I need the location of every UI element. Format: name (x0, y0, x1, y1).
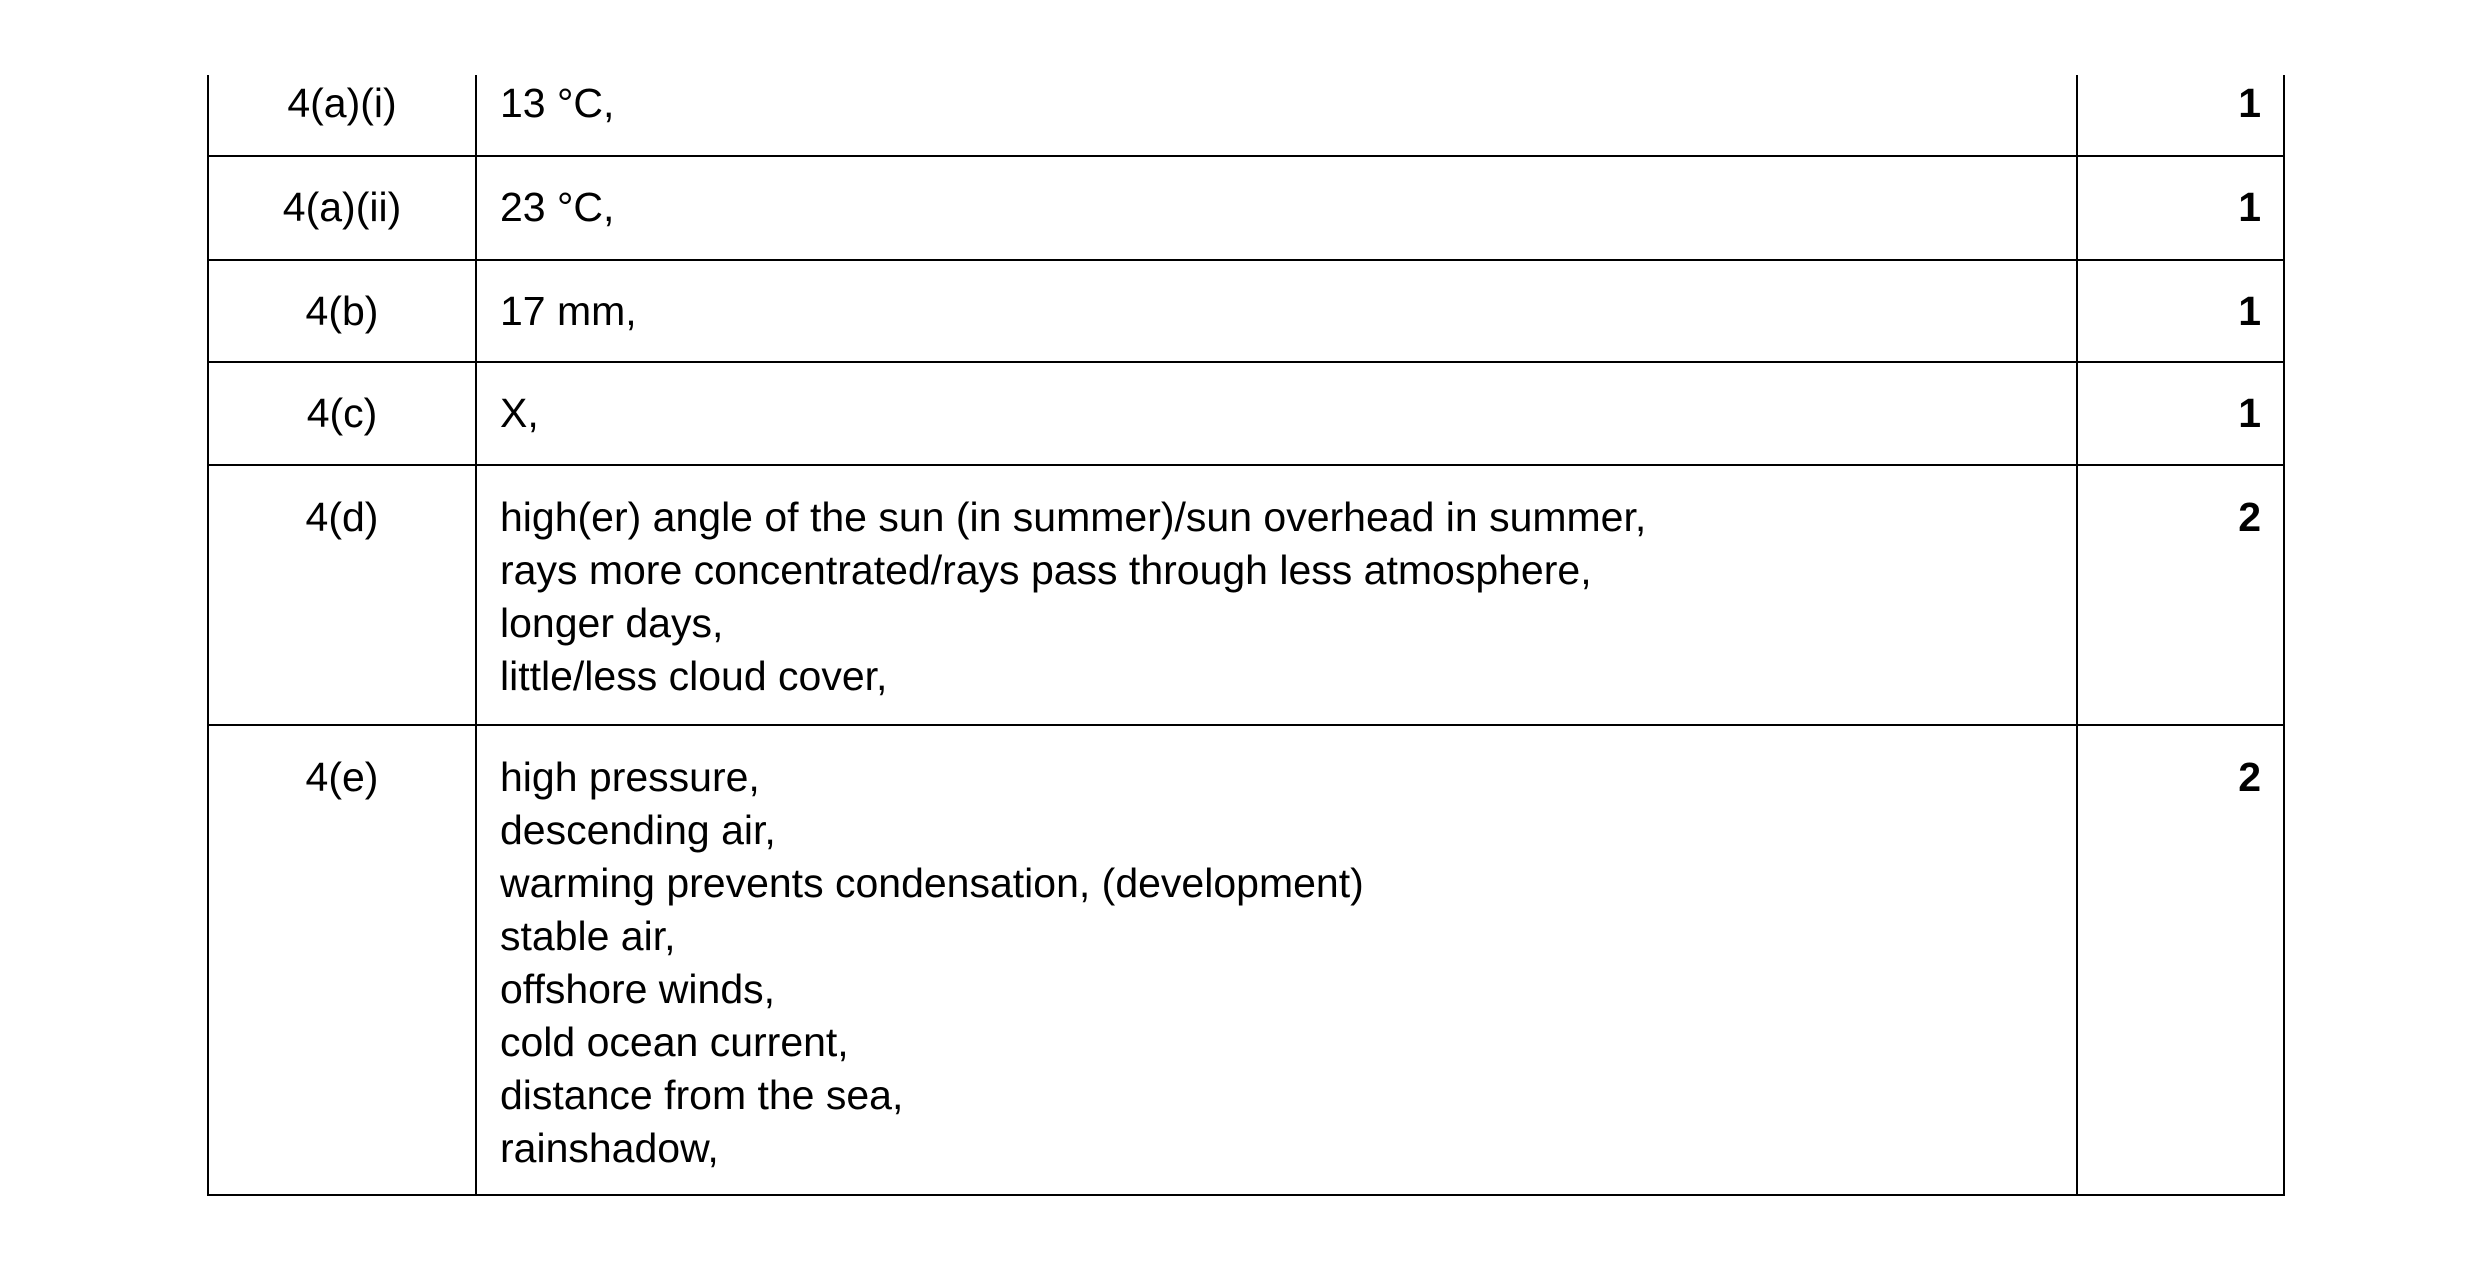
answer-line: rays more concentrated/rays pass through less atmosphere, (500, 547, 1592, 593)
question-number: 4(d) (208, 465, 476, 725)
question-number: 4(b) (208, 260, 476, 362)
table-row (208, 362, 2284, 465)
answer-line: descending air, (500, 807, 776, 853)
mark-scheme-table (207, 75, 2285, 1196)
answer-line: high(er) angle of the sun (in summer)/sun overhead in summer, (500, 494, 1647, 540)
answer-cell (476, 362, 2077, 465)
question-number: 4(a)(ii) (208, 156, 476, 260)
answer-line: distance from the sea, (500, 1072, 904, 1118)
marks-cell: 1 (2077, 75, 2284, 156)
answer-line: 23 °C, (500, 184, 615, 230)
answer-cell (476, 75, 2077, 156)
table-row (208, 725, 2284, 1195)
answer-line: rainshadow, (500, 1125, 719, 1171)
marks-cell: 1 (2077, 156, 2284, 260)
marks-cell: 2 (2077, 465, 2284, 725)
answer-cell (476, 260, 2077, 362)
question-number: 4(a)(i) (208, 75, 476, 156)
answer-line: longer days, (500, 600, 724, 646)
answer-line: high pressure, (500, 754, 760, 800)
answer-line: little/less cloud cover, (500, 653, 888, 699)
answer-line: cold ocean current, (500, 1019, 849, 1065)
answer-line: stable air, (500, 913, 676, 959)
question-number: 4(e) (208, 725, 476, 1195)
question-number: 4(c) (208, 362, 476, 465)
answer-cell (476, 156, 2077, 260)
marks-cell: 1 (2077, 362, 2284, 465)
table-row (208, 75, 2284, 156)
answer-line: offshore winds, (500, 966, 776, 1012)
answer-line: 13 °C, (500, 80, 615, 126)
table-row (208, 465, 2284, 725)
answer-cell (476, 725, 2077, 1195)
answer-line: warming prevents condensation, (development) (500, 860, 1364, 906)
answer-cell (476, 465, 2077, 725)
answer-line: 17 mm, (500, 288, 637, 334)
table-row (208, 156, 2284, 260)
marks-cell: 2 (2077, 725, 2284, 1195)
answer-line: X, (500, 390, 539, 436)
table-row (208, 260, 2284, 362)
marks-cell: 1 (2077, 260, 2284, 362)
